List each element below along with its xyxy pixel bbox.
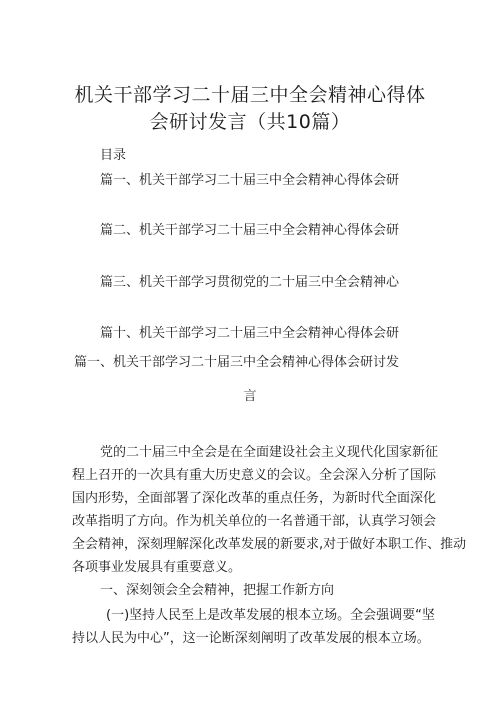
toc-item-4[interactable]: 篇十、机关干部学习二十届三中全会精神心得体会研 xyxy=(100,326,400,341)
body-paragraph-1 xyxy=(72,441,466,579)
document-title-line-2: 会研讨发言（共10篇） xyxy=(149,111,351,133)
body-paragraph-2 xyxy=(72,604,435,650)
document-title-line-1: 机关干部学习二十届三中全会精神心得体 xyxy=(74,84,426,106)
paragraph-line: 持以人民为中心”，这一论断深刻阐明了改革发展的根本立场。 xyxy=(72,631,430,646)
toc-item-3[interactable]: 篇三、机关干部学习贯彻党的二十届三中全会精神心 xyxy=(100,275,400,290)
section-title-line-1: 篇一、机关干部学习二十届三中全会精神心得体会研讨发 xyxy=(74,355,400,370)
toc-item-2[interactable]: 篇二、机关干部学习二十届三中全会精神心得体会研 xyxy=(100,223,400,238)
subheading-1: 一、深刻领会全会精神，把握工作新方向 xyxy=(100,583,335,598)
paragraph-line: 国内形势，全面部署了深化改革的重点任务，为新时代全面深化 xyxy=(72,491,437,506)
paragraph-line: 全会精神，深刻理解深化改革发展的新要求,对于做好本职工作、推动 xyxy=(72,537,467,552)
paragraph-line: 程上召开的一次具有重大历史意义的会议。全会深入分析了国际 xyxy=(72,468,437,483)
paragraph-line: (一)坚持人民至上是改革发展的根本立场。全会强调要“坚 xyxy=(106,608,435,623)
toc-item-1[interactable]: 篇一、机关干部学习二十届三中全会精神心得体会研 xyxy=(100,173,400,188)
paragraph-line: 党的二十届三中全会是在全面建设社会主义现代化国家新征 xyxy=(100,445,439,460)
paragraph-line: 改革指明了方向。作为机关单位的一名普通干部，认真学习领会 xyxy=(72,514,437,529)
toc-heading: 目录 xyxy=(100,148,127,163)
paragraph-line: 各项事业发展具有重要意义。 xyxy=(72,560,242,575)
section-title-line-2: 言 xyxy=(243,389,257,404)
